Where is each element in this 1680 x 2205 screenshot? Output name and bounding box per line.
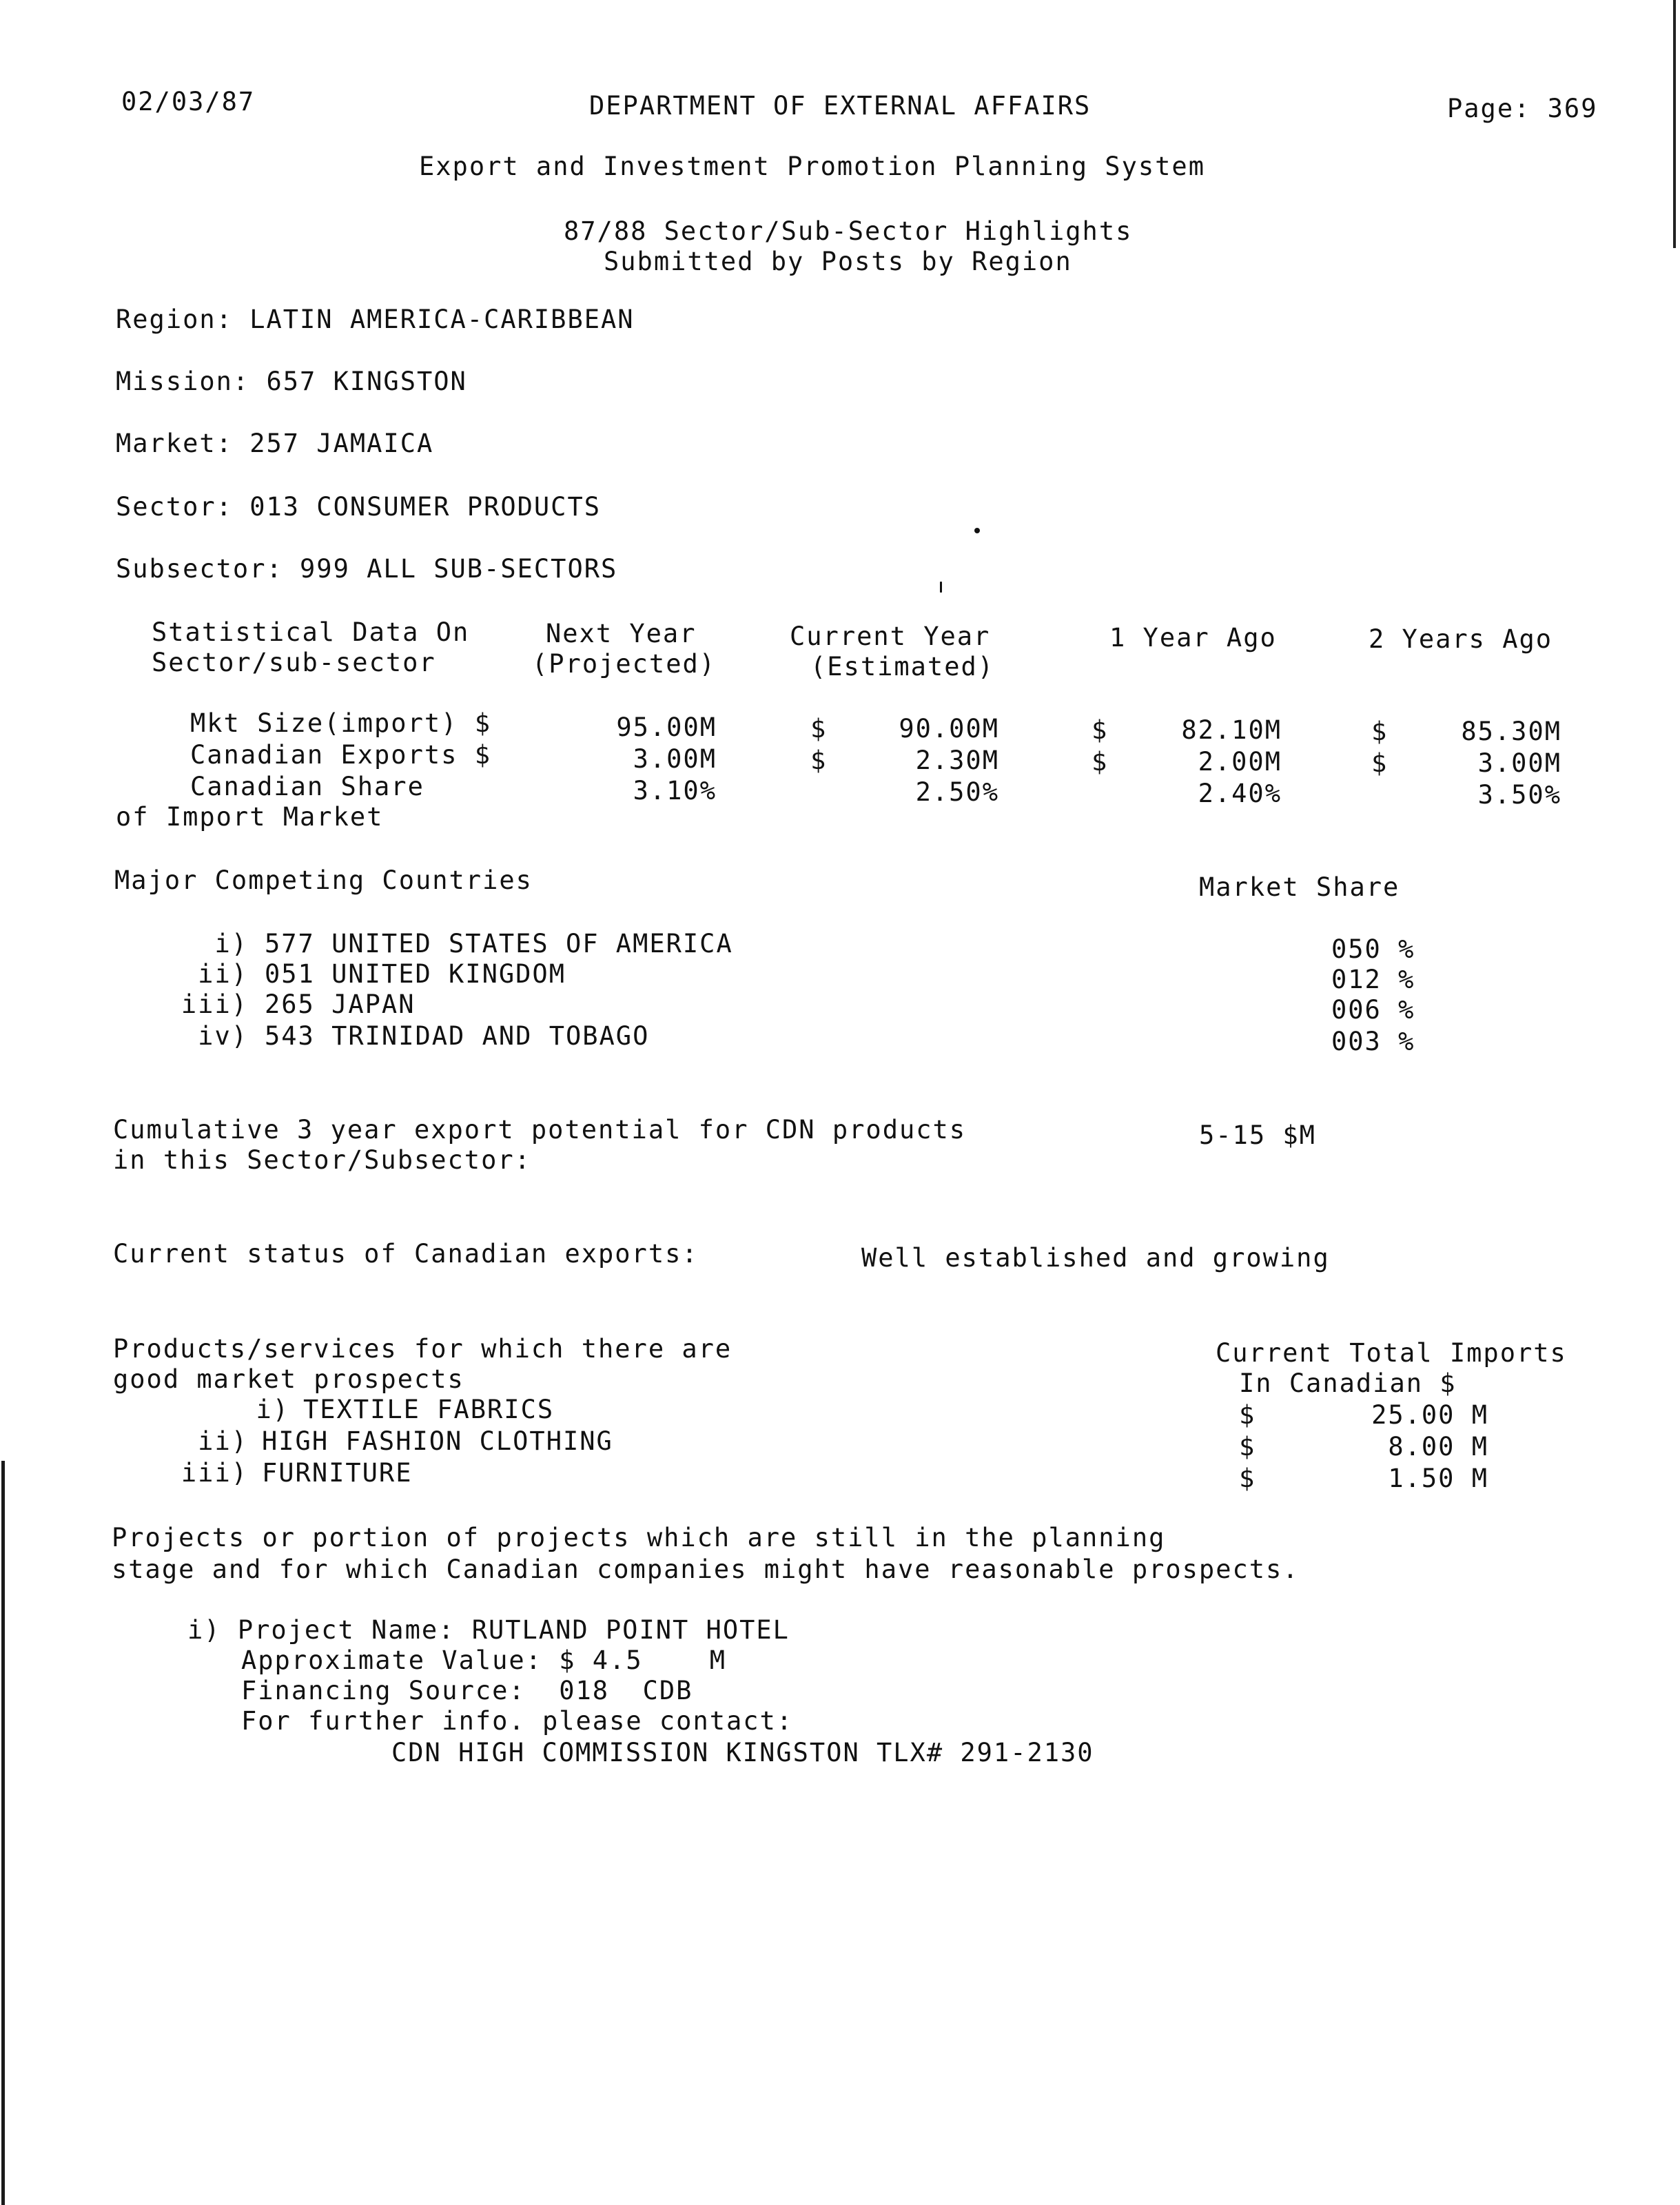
stat-2-years-ago: 3.00M (1477, 748, 1561, 778)
stats-label-1: Statistical Data On (152, 617, 470, 647)
list-item-number: i) (214, 929, 248, 958)
stat-row-label: Canadian Share (190, 772, 424, 801)
list-item-number: ii) (198, 959, 248, 989)
page-number: Page: 369 (1447, 94, 1598, 123)
project-financing: Financing Source: 018 CDB (241, 1676, 693, 1705)
col-next-year: Next Year (546, 619, 697, 648)
project-name: i) Project Name: RUTLAND POINT HOTEL (187, 1615, 790, 1645)
product-sign: $ (1239, 1464, 1256, 1493)
product-value: 8.00 M (1388, 1432, 1488, 1462)
stat-2-years-ago: 3.50% (1477, 780, 1561, 810)
stat-1-year-ago: 82.10M (1181, 715, 1282, 745)
list-item-number: iii) (181, 989, 248, 1019)
stat-sign: $ (1371, 717, 1389, 746)
col-2-years-ago: 2 Years Ago (1369, 624, 1553, 654)
product-name: HIGH FASHION CLOTHING (262, 1426, 613, 1456)
stat-sign: $ (1092, 715, 1109, 745)
stat-row-label: Canadian Exports $ (190, 740, 491, 770)
stat-sign: $ (1092, 747, 1109, 777)
stats-label-2: Sector/sub-sector (152, 648, 436, 677)
market-share-header: Market Share (1199, 872, 1400, 902)
stat-share-suffix: of Import Market (116, 802, 384, 832)
competitor-name: 543 TRINIDAD AND TOBAGO (265, 1021, 650, 1051)
competitor-name: 051 UNITED KINGDOM (265, 959, 566, 989)
mission-line: Mission: 657 KINGSTON (116, 367, 467, 396)
col-1-year-ago: 1 Year Ago (1109, 623, 1277, 653)
list-item-number: iv) (198, 1021, 248, 1051)
product-name: FURNITURE (262, 1458, 413, 1488)
speck (974, 528, 980, 533)
stat-next: 3.10% (633, 776, 717, 806)
stat-1-year-ago: 2.00M (1198, 747, 1282, 777)
product-name: TEXTILE FABRICS (303, 1395, 555, 1424)
potential-line-1: Cumulative 3 year export potential for CDN products (113, 1115, 967, 1145)
subsector-line: Subsector: 999 ALL SUB-SECTORS (116, 554, 618, 584)
projects-line-2: stage and for which Canadian companies might have reasonable prospects. (112, 1555, 1300, 1584)
list-item-number: iii) (181, 1458, 248, 1488)
project-contact: CDN HIGH COMMISSION KINGSTON TLX# 291-2130 (391, 1738, 1094, 1767)
col-current-year-sub: (Estimated) (810, 652, 995, 681)
stat-row-label: Mkt Size(import) $ (190, 708, 491, 738)
stat-sign: $ (810, 714, 828, 743)
status-label: Current status of Canadian exports: (113, 1239, 699, 1269)
scan-edge-right (1673, 0, 1676, 248)
product-sign: $ (1239, 1432, 1256, 1462)
system-title: Export and Investment Promotion Planning System (419, 152, 1205, 181)
stat-2-years-ago: 85.30M (1461, 717, 1561, 746)
stat-current: 2.30M (915, 746, 999, 775)
stat-current: 90.00M (899, 714, 999, 743)
market-line: Market: 257 JAMAICA (116, 429, 434, 458)
stat-1-year-ago: 2.40% (1198, 779, 1282, 808)
imports-header: Current Total Imports (1216, 1338, 1567, 1368)
status-value: Well established and growing (861, 1243, 1330, 1273)
product-sign: $ (1239, 1400, 1256, 1430)
report-title: 87/88 Sector/Sub-Sector Highlights (564, 216, 1133, 246)
product-value: 25.00 M (1371, 1400, 1488, 1430)
scan-edge-left (1, 1461, 5, 2205)
region-line: Region: LATIN AMERICA-CARIBBEAN (116, 305, 635, 334)
competitor-share: 003 % (1331, 1027, 1415, 1056)
product-value: 1.50 M (1388, 1464, 1488, 1493)
stat-sign: $ (1371, 748, 1389, 778)
stat-next: 3.00M (633, 744, 717, 774)
imports-subheader: In Canadian $ (1239, 1368, 1457, 1398)
competitors-title: Major Competing Countries (114, 865, 533, 895)
competitor-share: 050 % (1331, 934, 1415, 964)
competitor-name: 577 UNITED STATES OF AMERICA (265, 929, 733, 958)
col-current-year: Current Year (790, 622, 991, 651)
speck (940, 582, 942, 593)
competitor-share: 006 % (1331, 995, 1415, 1025)
col-next-year-sub: (Projected) (532, 649, 717, 679)
stat-sign: $ (810, 746, 828, 775)
list-item-number: i) (256, 1395, 289, 1424)
list-item-number: ii) (198, 1426, 248, 1456)
competitor-share: 012 % (1331, 965, 1415, 994)
report-date: 02/03/87 (121, 87, 256, 116)
potential-line-2: in this Sector/Subsector: (113, 1145, 531, 1175)
sector-line: Sector: 013 CONSUMER PRODUCTS (116, 492, 602, 522)
report-subtitle: Submitted by Posts by Region (604, 247, 1072, 276)
stat-current: 2.50% (915, 777, 999, 807)
project-value: Approximate Value: $ 4.5 M (241, 1645, 727, 1675)
project-contact-label: For further info. please contact: (241, 1706, 794, 1736)
products-line-1: Products/services for which there are (113, 1334, 733, 1364)
stat-next: 95.00M (616, 712, 717, 742)
department-title: DEPARTMENT OF EXTERNAL AFFAIRS (589, 91, 1092, 121)
products-line-2: good market prospects (113, 1364, 464, 1394)
projects-line-1: Projects or portion of projects which are still in the planning (112, 1523, 1166, 1552)
competitor-name: 265 JAPAN (265, 989, 416, 1019)
potential-value: 5-15 $M (1199, 1120, 1316, 1150)
